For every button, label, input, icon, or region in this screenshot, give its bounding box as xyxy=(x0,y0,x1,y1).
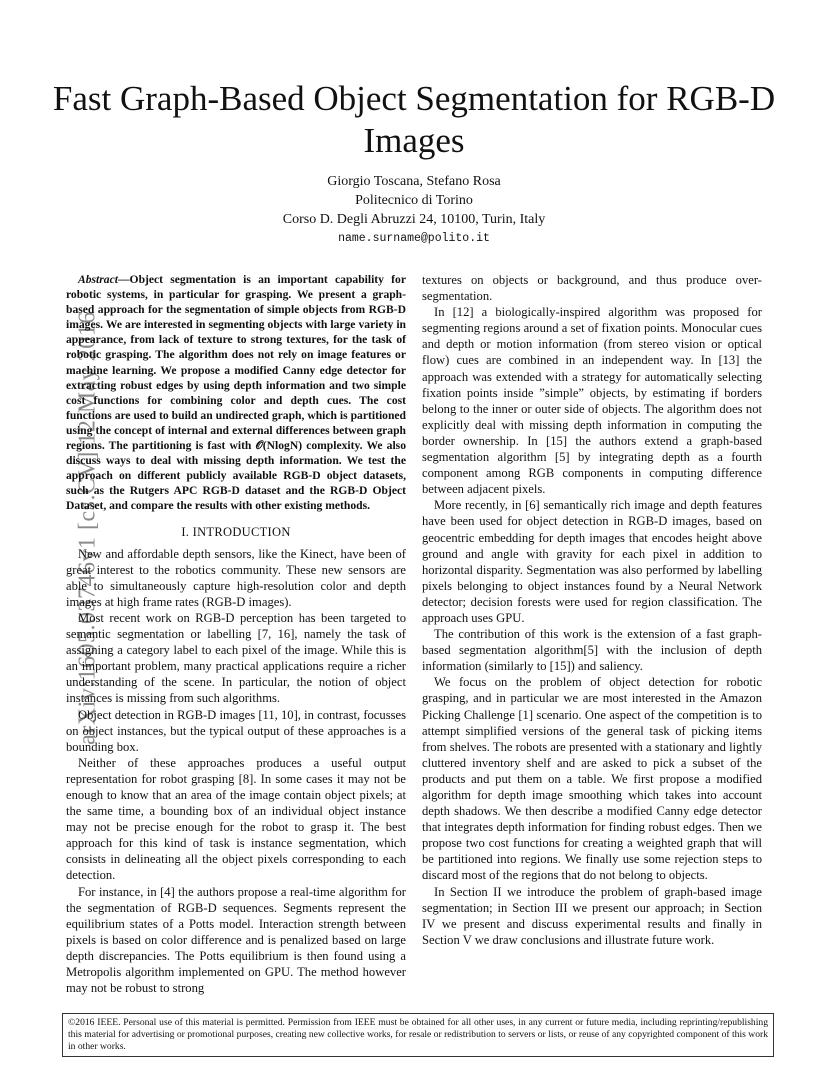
paragraph: Object detection in RGB-D images [11, 10], in contrast, focusses on object instances, but the typical output of these approaches is a bounding box. xyxy=(66,707,406,754)
paragraph: textures on objects or background, and thus produce over-segmentation. xyxy=(422,273,762,304)
left-column xyxy=(66,272,406,996)
author-address: Corso D. Degli Abruzzi 24, 10100, Turin, Italy xyxy=(282,212,546,227)
paragraph: We focus on the problem of object detection for robotic grasping, and in particular we are most interested in the Amazon Picking Challenge [1] scenario. One aspect of the competition is to attempt simplified versions of the general task of picking items from shelves. The robots are presented with a stationary and lightly cluttered inventory shelf and are asked to pick a subset of the products and put them on a table. We first propose a modified algorithm for depth image smoothing which takes into account depth shadows. We then describe a modified Canny edge detector that integrates depth information for finding robust edges. Then we propose two cost functions for creating a weighted graph that will be partitioned into regions. We finally use some rejection steps to discard most of the regions that do not belong to objects. xyxy=(422,675,762,883)
section-number: I. xyxy=(181,524,190,539)
copyright-notice: ©2016 IEEE. Personal use of this material is permitted. Permission from IEEE must be obtained for all other uses, in any current or future media, including reprinting/republishing this material for advertising or promotional purposes, creating new collective works, for resale or redistribution to servers or lists, or reuse of any copyrighted component of this work in other works. xyxy=(62,1013,774,1057)
paragraph: In [12] a biologically-inspired algorithm was proposed for segmenting regions around a set of fixation points. Monocular cues and depth or motion information (from stereo vision or optical flow) cues are combined in an independent way. In [13] the approach was extended with a strategy for automatically selecting fixation points inside ”simple” objects, by estimating if borders belong to the inner or outer side of objects. The algorithm does not explicitly deal with missing depth information in computing the border ownership. In [15] the authors extend a graph-based segmentation algorithm [5] by integrating depth as a fourth component among RGB components in computing difference between adjacent pixels. xyxy=(422,305,762,497)
paragraph: For instance, in [4] the authors propose a real-time algorithm for the segmentation of RGB-D sequences. Segments represent the equilibrium states of a Potts model. Interaction strength between pixels is based on color difference and is penalized based on large depth discrepancies. The Potts equilibrium is then found using a Metropolis algorithm implemented on GPU. The method however may not be robust to strong xyxy=(66,884,406,996)
abstract xyxy=(66,272,406,514)
arxiv-stamp: arXiv:1605.03746v1 [cs.CV] 12 May 2016 xyxy=(74,311,101,745)
author-email: name.surname@polito.it xyxy=(338,232,490,245)
section-heading-introduction xyxy=(66,524,406,540)
paragraph: Most recent work on RGB-D perception has been targeted to semantic segmentation or labelling [7, 16], namely the task of assigning a category label to each pixel of the image. While this is an important problem, many practical applications require a richer understanding of the scene. In particular, the notion of object instances is missing from such algorithms. xyxy=(66,610,406,706)
abstract-text: —Object segmentation is an important capability for robotic systems, in particular for grasping. We present a graph-based approach for the segmentation of simple objects from RGB-D images. We are interested in segmenting objects with large variety in appearance, from lack of texture to strong textures, for the task of robotic grasping. The algorithm does not rely on image features or machine learning. We propose a modified Canny edge detector for extracting robust edges by using depth information and two simple cost functions for combining color and depth cues. The cost functions are used to build an undirected graph, which is partitioned using the concept of internal and external differences between graph regions. The partitioning is fast with 𝒪(NlogN) complexity. We also discuss ways to deal with missing depth information. We test the approach on different publicly available RGB-D object datasets, such as the Rutgers APC RGB-D dataset and the RGB-D Object Dataset, and compare the results with other existing methods. xyxy=(66,273,406,513)
section-title: INTRODUCTION xyxy=(192,524,291,539)
paragraph: New and affordable depth sensors, like the Kinect, have been of great interest to the robotics community. These new sensors are able to simultaneously capture high-resolution color and depth images at high frame rates (RGB-D images). xyxy=(66,546,406,609)
author-names: Giorgio Toscana, Stefano Rosa xyxy=(327,174,501,189)
paragraph: The contribution of this work is the extension of a fast graph-based segmentation algorithm[5] with the inclusion of depth information (similarly to [15]) and saliency. xyxy=(422,627,762,674)
author-block xyxy=(0,172,828,248)
paragraph: Neither of these approaches produces a useful output representation for robot grasping [8]. In some cases it may not be enough to know that an area of the image contain object pixels; at the same time, a bounding box of an individual object instance may not be precise enough for the robot to grasp it. The best approach for this kind of task is instance segmentation, which consists in delineating all the object pixels corresponding to each detection. xyxy=(66,755,406,883)
abstract-label: Abstract xyxy=(78,273,118,286)
paragraph: In Section II we introduce the problem of graph-based image segmentation; in Section III we present our approach; in Section IV we present and discuss experimental results and finally in Section V we draw conclusions and illustrate future work. xyxy=(422,884,762,947)
paragraph: More recently, in [6] semantically rich image and depth features have been used for object detection in RGB-D images, based on geocentric embedding for depth images that encodes height above ground and angle with gravity for each pixel in addition to horizontal disparity. Segmentation was also performed by labelling pixels belonging to object instances found by a Neural Network detector; decision forests were used for region classification. The approach uses GPU. xyxy=(422,498,762,625)
author-affiliation: Politecnico di Torino xyxy=(355,193,473,208)
paper-title: Fast Graph-Based Object Segmentation for RGB-D Images xyxy=(52,79,776,160)
right-column xyxy=(422,272,762,948)
